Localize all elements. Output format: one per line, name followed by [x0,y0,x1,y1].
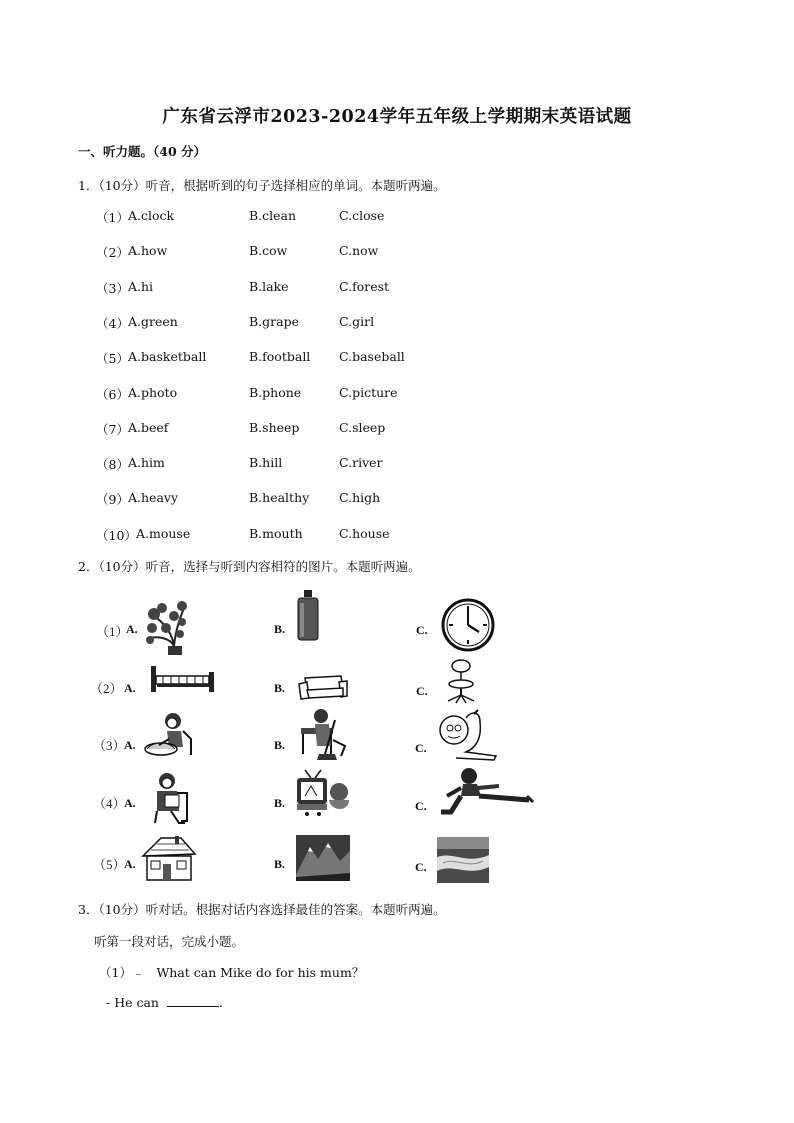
q1-option-b[interactable]: B.healthy [249,490,310,505]
q2-option-c[interactable]: C. [416,623,428,637]
q1-option-a[interactable]: A.how [128,243,168,258]
q1-option-b[interactable]: B.clean [249,208,297,223]
q2-option-b[interactable]: B. [274,857,286,871]
q2-option-b[interactable]: B. [274,738,286,752]
watching-tv-icon [295,768,351,818]
clock-icon [441,598,495,652]
q1-option-a[interactable]: A.mouse [136,526,191,541]
question-1-stem: 1．（10分）听音，根据听到的句子选择相应的单词。本题听两遍。 [78,178,446,193]
q1-row-number: （4） [96,316,129,331]
question-3-stem: 3．（10分）听对话。根据对话内容选择最佳的答案。本题听两遍。 [78,902,446,917]
kung-fu-icon [437,766,535,816]
washing-clothes-icon [141,711,195,761]
house-icon [141,834,197,884]
q1-option-c[interactable]: C.high [339,490,381,505]
q2-option-a[interactable]: A. [124,796,136,810]
q1-option-c[interactable]: C.forest [339,279,390,294]
page-title: 广东省云浮市2023-2024学年五年级上学期期末英语试题 [162,107,632,127]
reading-icon [149,771,191,825]
q1-option-a[interactable]: A.beef [128,420,169,435]
q1-option-b[interactable]: B.mouth [249,526,303,541]
bed-icon [149,664,217,694]
q1-row-number: （9） [96,492,129,507]
question-2-stem: 2．（10分）听音，选择与听到内容相符的图片。本题听两遍。 [78,559,421,574]
q2-option-c[interactable]: C. [415,860,427,874]
q1-row-number: （5） [96,351,129,366]
q1-option-c[interactable]: C.now [339,243,379,258]
q2-option-c[interactable]: C. [416,684,428,698]
question-3-item-1 [99,963,364,981]
q1-row-number: （1） [96,210,129,225]
q1-row-number: （2） [96,245,129,260]
q1-option-c[interactable]: C.sleep [339,420,386,435]
q1-option-a[interactable]: A.him [128,455,165,470]
q2-row-number: （1） [96,624,129,639]
plant-icon [144,598,190,656]
q1-option-b[interactable]: B.football [249,349,311,364]
q2-option-c[interactable]: C. [415,741,427,755]
q1-option-a[interactable]: A.photo [128,385,178,400]
item-question: What can Mike do for his mum？ [156,965,365,980]
q1-option-b[interactable]: B.cow [249,243,288,258]
q1-option-b[interactable]: B.sheep [249,420,300,435]
bottle-icon [296,589,320,641]
q2-row-number: （5） [93,857,126,872]
q1-option-c[interactable]: C.close [339,208,385,223]
painting-icon [436,708,498,764]
q1-option-b[interactable]: B.hill [249,455,283,470]
q2-option-b[interactable]: B. [274,622,286,636]
q1-option-a[interactable]: A.hi [128,279,154,294]
chair-icon [444,659,478,705]
q1-option-a[interactable]: A.heavy [128,490,179,505]
q2-row-number: （2） [90,681,123,696]
answer-blank[interactable] [167,994,219,1007]
q1-option-a[interactable]: A.green [128,314,178,329]
q2-row-number: （4） [93,796,126,811]
q2-option-a[interactable]: A. [124,681,136,695]
q1-option-c[interactable]: C.house [339,526,390,541]
q1-row-number: （3） [96,281,129,296]
answer-end: . [218,995,223,1010]
q1-row-number: （10） [96,528,137,543]
q1-row-number: （8） [96,457,129,472]
q1-row-number: （6） [96,387,129,402]
answer-line [106,994,223,1010]
q2-option-a[interactable]: A. [124,738,136,752]
q1-row-number: （7） [96,422,129,437]
mountain-icon [296,835,350,881]
q1-option-c[interactable]: C.picture [339,385,398,400]
q1-option-c[interactable]: C.baseball [339,349,405,364]
q1-option-b[interactable]: B.grape [249,314,299,329]
q2-option-a[interactable]: A. [126,622,138,636]
q1-option-b[interactable]: B.lake [249,279,289,294]
q1-option-a[interactable]: A.clock [128,208,175,223]
q1-option-c[interactable]: C.girl [339,314,375,329]
item-number: （1）﹣ [99,965,145,980]
q1-option-a[interactable]: A.basketball [128,349,207,364]
river-icon [437,837,489,883]
q1-option-c[interactable]: C.river [339,455,383,470]
section-heading: 一、听力题。（40 分） [78,144,206,159]
sweeping-icon [295,706,349,764]
q2-option-b[interactable]: B. [274,796,286,810]
answer-prefix: - He can [106,995,159,1010]
q1-option-b[interactable]: B.phone [249,385,302,400]
q2-option-c[interactable]: C. [415,799,427,813]
dialogue-instruction: 听第一段对话，完成小题。 [94,934,245,949]
q2-option-a[interactable]: A. [124,857,136,871]
q2-option-b[interactable]: B. [274,681,286,695]
q2-row-number: （3） [93,738,126,753]
sofa-icon [297,672,349,702]
